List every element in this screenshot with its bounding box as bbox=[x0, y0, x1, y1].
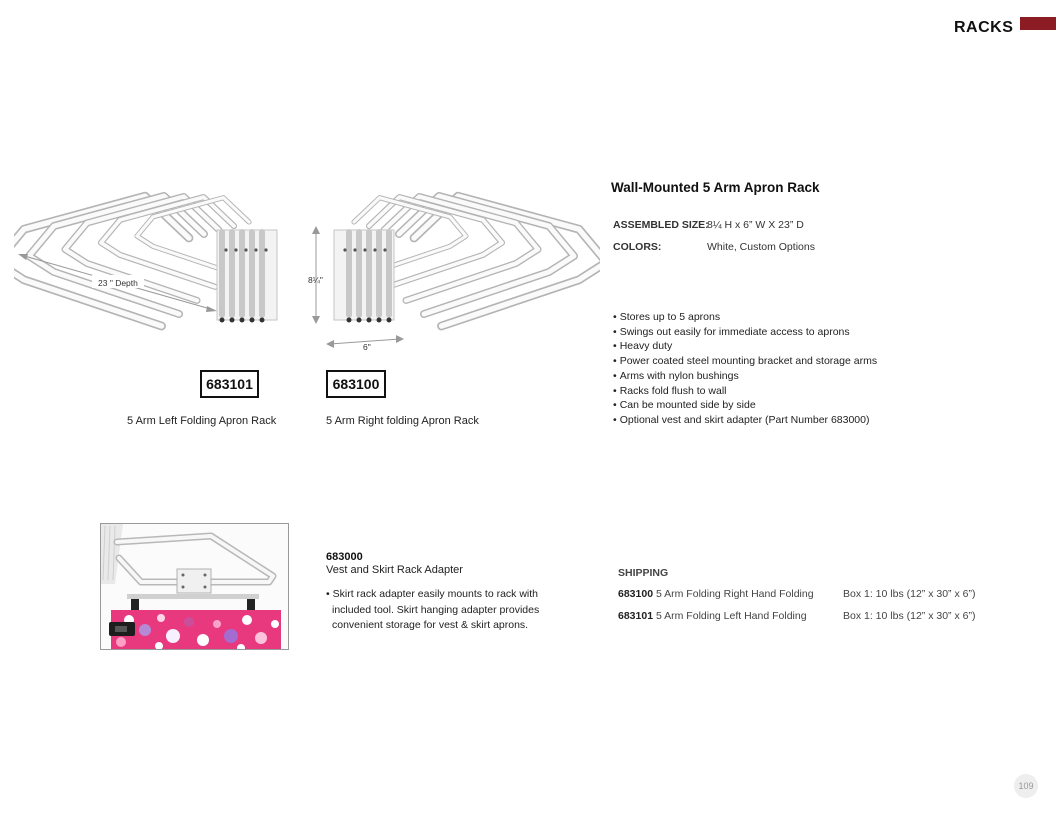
section-title: RACKS bbox=[954, 19, 1014, 36]
left-rack-part-number: 683101 bbox=[200, 370, 259, 398]
left-rack-drawing bbox=[14, 196, 277, 326]
depth-dimension-label: 23 " Depth bbox=[98, 278, 138, 288]
feature-item: • Heavy duty bbox=[613, 339, 877, 354]
shipping-title: SHIPPING bbox=[618, 567, 669, 579]
adapter-description bbox=[326, 587, 556, 634]
shipping-box-info: Box 1: 10 lbs (12” x 30” x 6”) bbox=[843, 610, 976, 622]
section-accent-bar bbox=[1020, 17, 1056, 30]
apron-rack-illustration bbox=[14, 160, 600, 360]
adapter-description-line: included tool. Skirt hanging adapter provides bbox=[332, 603, 540, 616]
page-number: 109 bbox=[1014, 774, 1038, 798]
spec-value-size: 8¼ H x 6” W X 23” D bbox=[707, 219, 804, 231]
shipping-description: 5 Arm Folding Left Hand Folding bbox=[655, 610, 807, 622]
shipping-row bbox=[618, 588, 814, 600]
shipping-part-number: 683100 bbox=[618, 588, 654, 600]
shipping-box-info: Box 1: 10 lbs (12” x 30” x 6”) bbox=[843, 588, 976, 600]
feature-item: • Can be mounted side by side bbox=[613, 398, 877, 413]
right-rack-caption: 5 Arm Right folding Apron Rack bbox=[326, 415, 479, 427]
shipping-description: 5 Arm Folding Right Hand Folding bbox=[655, 588, 814, 600]
feature-item: • Optional vest and skirt adapter (Part Number 683000) bbox=[613, 413, 877, 428]
feature-list bbox=[613, 310, 877, 428]
feature-item: • Stores up to 5 aprons bbox=[613, 310, 877, 325]
height-dimension-label: 8¼" bbox=[308, 275, 323, 285]
product-title: Wall-Mounted 5 Arm Apron Rack bbox=[611, 180, 820, 195]
feature-item: • Arms with nylon bushings bbox=[613, 369, 877, 384]
left-rack-caption: 5 Arm Left Folding Apron Rack bbox=[127, 415, 277, 427]
adapter-name: Vest and Skirt Rack Adapter bbox=[326, 564, 463, 576]
spec-label-colors: COLORS: bbox=[613, 241, 662, 253]
adapter-part-number: 683000 bbox=[326, 551, 363, 563]
adapter-description-line: convenient storage for vest & skirt aprons. bbox=[332, 619, 529, 631]
feature-item: • Swings out easily for immediate access to aprons bbox=[613, 325, 877, 340]
spec-value-colors: White, Custom Options bbox=[707, 241, 815, 253]
shipping-part-number: 683101 bbox=[618, 610, 654, 622]
width-dimension-label: 6" bbox=[363, 342, 371, 352]
bullet: • bbox=[326, 588, 330, 600]
right-rack-drawing bbox=[308, 196, 600, 352]
feature-item: • Power coated steel mounting bracket and storage arms bbox=[613, 354, 877, 369]
right-rack-part-number: 683100 bbox=[326, 370, 386, 398]
adapter-photo bbox=[100, 523, 289, 650]
spec-label-size: ASSEMBLED SIZE: bbox=[613, 219, 709, 231]
feature-item: • Racks fold flush to wall bbox=[613, 384, 877, 399]
shipping-row bbox=[618, 610, 807, 622]
adapter-description-line: Skirt rack adapter easily mounts to rack with bbox=[332, 588, 539, 600]
